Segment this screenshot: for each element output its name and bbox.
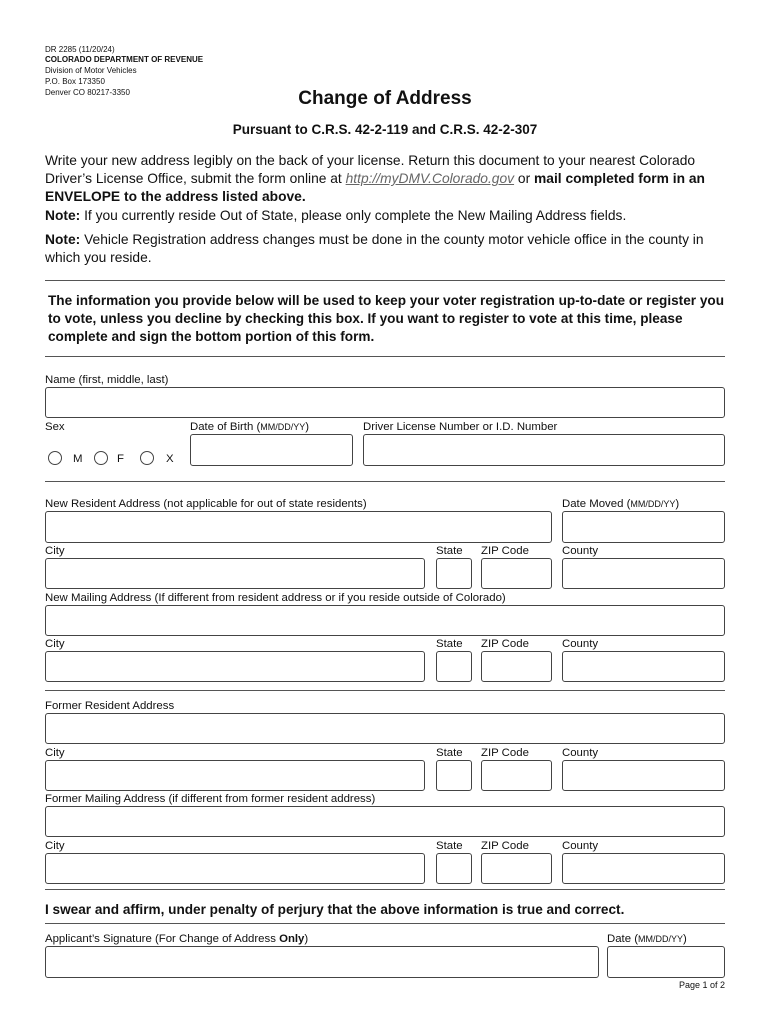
city-label: City <box>45 638 65 650</box>
zip-label: ZIP Code <box>481 840 529 852</box>
new-mailing-zip-input[interactable] <box>481 651 552 682</box>
city-label: City <box>45 747 65 759</box>
po-box: P.O. Box 173350 <box>45 77 105 86</box>
dl-number-input[interactable] <box>363 434 725 466</box>
instructions-mail: mail completed form in an ENVELOPE to the address listed above. <box>45 171 705 204</box>
sex-f-radio[interactable] <box>94 451 108 465</box>
affirmation-statement: I swear and affirm, under penalty of perjury that the above information is true and correct. <box>45 902 625 917</box>
date-moved-input[interactable] <box>562 511 725 543</box>
divider <box>45 690 725 691</box>
state-label: State <box>436 840 463 852</box>
new-mailing-address-input[interactable] <box>45 605 725 636</box>
dob-label: Date of Birth (MM/DD/YY) <box>190 421 310 433</box>
former-resident-county-input[interactable] <box>562 760 725 791</box>
instructions-paragraph <box>45 152 735 206</box>
note-label: Note: <box>45 232 81 247</box>
page-subtitle: Pursuant to C.R.S. 42-2-119 and C.R.S. 42-2-307 <box>232 122 538 137</box>
zip-label: ZIP Code <box>481 545 529 557</box>
city-label: City <box>45 545 65 557</box>
former-resident-state-input[interactable] <box>436 760 472 791</box>
note-vehicle-registration <box>45 231 735 267</box>
former-mailing-address-input[interactable] <box>45 806 725 837</box>
new-mailing-city-input[interactable] <box>45 651 425 682</box>
page-number: Page 1 of 2 <box>678 980 725 990</box>
sex-x-radio[interactable] <box>140 451 154 465</box>
note-text: If you currently reside Out of State, please only complete the New Mailing Address fields. <box>80 208 627 223</box>
new-resident-state-input[interactable] <box>436 558 472 589</box>
county-label: County <box>562 545 599 557</box>
signature-label: Applicant’s Signature (For Change of Address Only) <box>45 933 309 945</box>
new-resident-county-input[interactable] <box>562 558 725 589</box>
former-resident-address-label: Former Resident Address <box>45 700 175 712</box>
note-out-of-state <box>45 207 735 225</box>
former-mailing-zip-input[interactable] <box>481 853 552 884</box>
new-resident-city-input[interactable] <box>45 558 425 589</box>
county-label: County <box>562 747 599 759</box>
sex-label: Sex <box>45 421 65 433</box>
divider <box>45 923 725 924</box>
state-label: State <box>436 545 463 557</box>
county-label: County <box>562 840 599 852</box>
new-mailing-state-input[interactable] <box>436 651 472 682</box>
date-moved-label: Date Moved (MM/DD/YY) <box>562 498 680 510</box>
dl-number-label: Driver License Number or I.D. Number <box>363 421 558 433</box>
form-id: DR 2285 (11/20/24) <box>45 45 115 54</box>
page-title: Change of Address <box>298 88 472 109</box>
division-name: Division of Motor Vehicles <box>45 66 137 75</box>
new-mailing-county-input[interactable] <box>562 651 725 682</box>
sex-x-label: X <box>166 453 174 465</box>
instructions-text: Write your new address legibly on the back of your license. Return this document to your nearest Colorado Driver’s License Office, submit the form online at <box>45 153 696 186</box>
former-resident-address-input[interactable] <box>45 713 725 744</box>
new-mailing-address-label: New Mailing Address (If different from resident address or if you reside outside of Colorado) <box>45 592 506 604</box>
new-resident-address-input[interactable] <box>45 511 552 543</box>
city-zip: Denver CO 80217-3350 <box>45 88 130 97</box>
former-resident-zip-input[interactable] <box>481 760 552 791</box>
divider <box>45 280 725 281</box>
former-mailing-city-input[interactable] <box>45 853 425 884</box>
county-label: County <box>562 638 599 650</box>
note-label: Note: <box>45 208 81 223</box>
name-input[interactable] <box>45 387 725 418</box>
signature-input[interactable] <box>45 946 599 978</box>
name-label: Name (first, middle, last) <box>45 374 169 386</box>
divider <box>45 481 725 482</box>
sex-f-label: F <box>117 453 124 465</box>
sex-m-label: M <box>73 453 83 465</box>
zip-label: ZIP Code <box>481 638 529 650</box>
note-text: Vehicle Registration address changes must be done in the county motor vehicle office in the county in which you reside. <box>45 232 704 265</box>
state-label: State <box>436 638 463 650</box>
instructions-or: or <box>514 171 534 186</box>
sex-m-radio[interactable] <box>48 451 62 465</box>
divider <box>45 889 725 890</box>
former-resident-city-input[interactable] <box>45 760 425 791</box>
department-name: COLORADO DEPARTMENT OF REVENUE <box>45 55 204 64</box>
former-mailing-state-input[interactable] <box>436 853 472 884</box>
dmv-link[interactable]: http://myDMV.Colorado.gov <box>345 171 515 186</box>
state-label: State <box>436 747 463 759</box>
city-label: City <box>45 840 65 852</box>
dob-input[interactable] <box>190 434 353 466</box>
signature-date-label: Date (MM/DD/YY) <box>607 933 687 945</box>
new-resident-address-label: New Resident Address (not applicable for out of state residents) <box>45 498 367 510</box>
voter-notice: The information you provide below will be used to keep your voter registration up-to-date or register you to vote, unless you decline by checking this box. If you want to register to vote at this time, please complete and sign the bottom portion of this form. <box>48 293 724 344</box>
former-mailing-county-input[interactable] <box>562 853 725 884</box>
zip-label: ZIP Code <box>481 747 529 759</box>
divider <box>45 356 725 357</box>
signature-date-input[interactable] <box>607 946 725 978</box>
former-mailing-address-label: Former Mailing Address (if different from former resident address) <box>45 793 376 805</box>
new-resident-zip-input[interactable] <box>481 558 552 589</box>
